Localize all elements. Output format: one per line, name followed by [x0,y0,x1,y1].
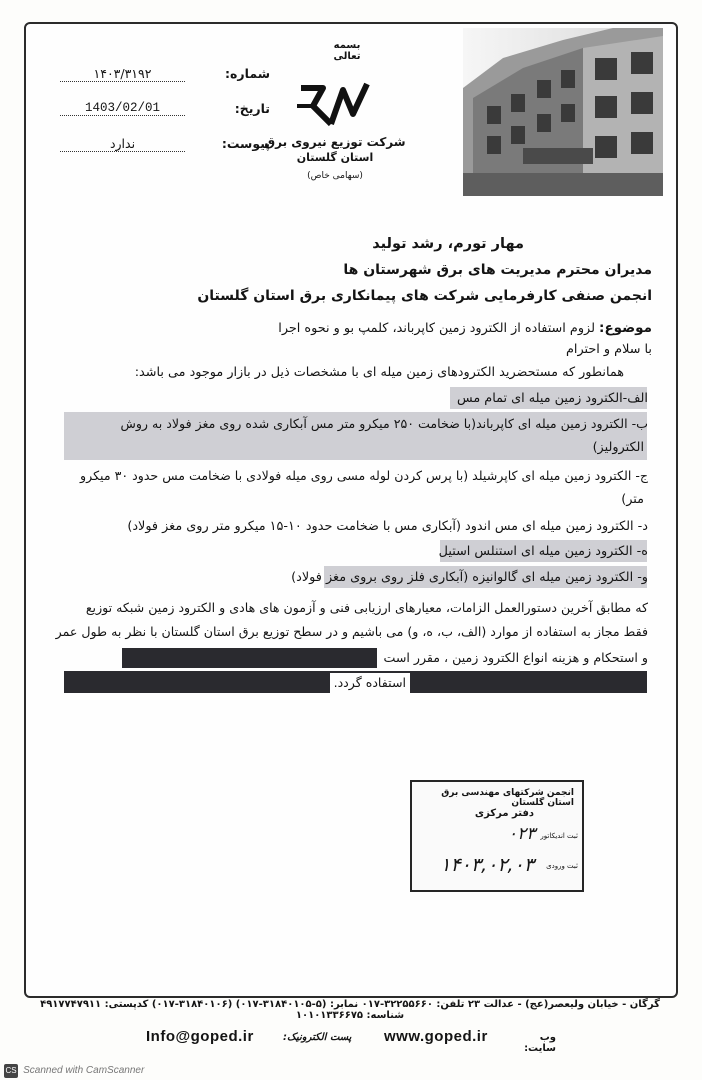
letter-attachment-row [60,136,280,154]
stamp-line-1: انجمن شرکتهای مهندسی برق استان گلستان [441,788,574,808]
company-logo-icon [295,76,375,132]
recipient-line-1: مدیران محترم مدیریت های برق شهرستان ها [343,262,652,278]
list-item: الکترولیز) [592,440,644,455]
stamp-reg-value: ۰۲۳ [508,824,536,844]
date-label: تاریخ: [234,101,270,116]
letter-date-row [60,101,280,119]
company-line3: (سهامی خاص) [307,171,363,181]
date-value: 1403/02/01 [60,101,185,116]
company-line1: شرکت توزیع نیروی برق [264,135,406,149]
attachment-label: پیوست: [221,136,270,151]
subject-label: موضوع: [599,320,652,336]
subject-line [278,318,652,339]
slogan: مهار تورم، رشد تولید [372,236,524,252]
scanner-text: Scanned with CamScanner [23,1065,145,1076]
list-item: ه- الکترود زمین میله ای استنلس استیل [438,544,648,559]
greeting: با سلام و احترام [566,342,652,357]
building-photo [463,28,663,196]
body-paragraph: فقط مجاز به استفاده از موارد (الف، ب، ه، و) می باشیم و در سطح توزیع برق استان گلستان با نظر به طول عمر [55,624,648,639]
list-item: ب- الکترود زمین میله ای کاپرباند(با ضخامت ۲۵۰ میکرو متر مس آبکاری شده روی مغز فولاد به روش [120,416,648,431]
website-link[interactable]: www.goped.ir [384,1028,488,1045]
scanner-watermark [4,1060,144,1076]
intro-text: همانطور که مستحضرید الکترودهای زمین میله ای با مشخصات ذیل در بازار موجود می باشد: [134,365,624,380]
footer-address: گرگان - خیابان ولیعصر(عج) - عدالت ۲۳ تلفن: ۳۲۲۵۵۶۶۰-۰۱۷ نمابر: (۵-۳۱۸۴۰۱۰۵-۰۱۷) (۳۱۸۴۰۱۰۶-۰۱۷) کدپستی: ۴۹۱۷۷۴۷۹۱۱ شناسه: ۱۰۱۰۱۳۳۶۶۷۵ [40,999,660,1021]
stamp-reg-label: ثبت اندیکاتور [540,832,578,840]
body-paragraph: استفاده گردد. [330,673,410,693]
letter-number-row [60,66,280,84]
camscanner-icon: CS [4,1064,18,1078]
registration-stamp [410,780,584,892]
stamp-date-label: ثبت ورودی [546,862,578,870]
attachment-value: ندارد [60,136,185,152]
email-link[interactable]: Info@goped.ir [146,1028,254,1045]
email-label: پست الکترونیک: [283,1032,352,1043]
header-invocation: بسمه تعالی [333,40,361,62]
number-label: شماره: [225,66,270,81]
footer-contacts [146,1028,556,1052]
stamp-date-value: ۱۴۰۳,۰۲,۰۳ [440,854,534,876]
list-item: ج- الکترود زمین میله ای کاپرشیلد (با پرس کردن لوله مسی روی میله فولادی با ضخامت مس حدود ۳۰ میکرو [80,468,648,483]
website-label: وب سایت: [524,1032,556,1054]
company-line2: استان گلستان [296,151,374,164]
list-item: و- الکترود زمین میله ای گالوانیزه (آبکاری فلز روی بروی مغز فولاد) [291,570,648,585]
number-value: ۱۴۰۳/۳۱۹۲ [60,66,185,82]
list-item: متر) [621,492,644,507]
subject-text: لزوم استفاده از الکترود زمین کاپرباند، کلمپ بو و نحوه اجرا [278,321,595,336]
company-name [255,134,415,184]
list-item: د- الکترود زمین میله ای مس اندود (آبکاری مس با ضخامت حدود ۱۰-۱۵ میکرو متر روی مغز فولاد) [127,519,648,534]
list-item: الف-الکترود زمین میله ای تمام مس [457,391,648,406]
stamp-line-2: دفتر مرکزی [474,808,534,819]
body-paragraph: که مطابق آخرین دستورالعمل الزامات، معیارهای ارزیابی فنی و آزمون های هادی و الکترود زمین شبکه توزیع [85,600,648,615]
recipient-line-2: انجمن صنفی کارفرمایی شرکت های پیمانکاری برق استان گلستان [197,288,652,304]
body-paragraph: و استحکام و هزینه انواع الکترود زمین ، مقرر است [377,648,648,668]
building-image [463,28,663,196]
